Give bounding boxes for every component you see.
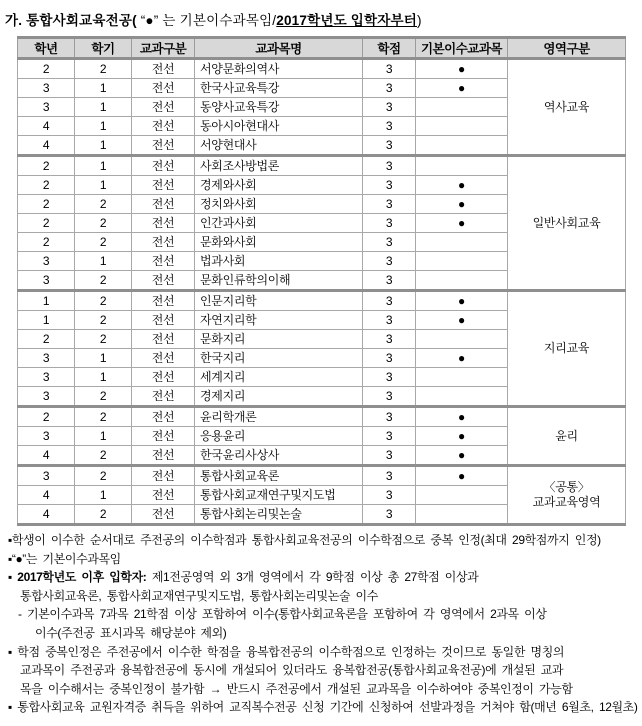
basic-course-dot-cell [416, 271, 508, 291]
note-text: ▪학생이 이수한 순서대로 주전공의 이수학점과 통합사회교육전공의 이수학점으로 중복 인정(최대 29학점까지 인정) [8, 533, 601, 547]
course-name-cell: 윤리학개론 [195, 407, 363, 427]
grade-cell: 3 [18, 427, 75, 446]
course-table-body [18, 59, 626, 525]
category-cell: 전선 [132, 98, 195, 117]
course-name-cell: 통합사회논리및논술 [195, 505, 363, 525]
grade-cell: 3 [18, 271, 75, 291]
category-cell: 전선 [132, 195, 195, 214]
semester-cell: 2 [75, 311, 132, 330]
course-name-cell: 자연지리학 [195, 311, 363, 330]
course-name-cell: 세계지리 [195, 368, 363, 387]
note-line [8, 531, 642, 550]
note-line [8, 661, 642, 680]
credits-cell: 3 [363, 156, 416, 176]
semester-cell: 1 [75, 427, 132, 446]
credits-cell: 3 [363, 349, 416, 368]
credits-cell: 3 [363, 233, 416, 252]
category-cell: 전선 [132, 117, 195, 136]
course-name-cell: 문화와사회 [195, 233, 363, 252]
semester-cell: 1 [75, 486, 132, 505]
category-cell: 전선 [132, 427, 195, 446]
grade-cell: 4 [18, 505, 75, 525]
grade-cell: 2 [18, 156, 75, 176]
semester-cell: 1 [75, 117, 132, 136]
title-underlined-year: 2017학년도 입학자부터 [276, 13, 417, 28]
basic-course-dot-cell: ● [416, 466, 508, 486]
basic-course-dot-cell [416, 387, 508, 407]
category-cell: 전선 [132, 176, 195, 195]
credits-cell: 3 [363, 427, 416, 446]
category-cell: 전선 [132, 233, 195, 252]
category-cell: 전선 [132, 311, 195, 330]
basic-course-dot-cell: ● [416, 291, 508, 311]
semester-cell: 2 [75, 214, 132, 233]
semester-cell: 2 [75, 407, 132, 427]
basic-course-dot-cell: ● [416, 214, 508, 233]
title-legend: “●” 는 기본이수과목임/ [136, 13, 277, 28]
course-name-cell: 한국윤리사상사 [195, 446, 363, 466]
semester-cell: 1 [75, 349, 132, 368]
course-name-cell: 응용윤리 [195, 427, 363, 446]
note-text: - 기본이수과목 7과목 21학점 이상 포함하여 이수(통합사회교육론을 포함하여 각 영역에서 2과목 이상 [18, 607, 547, 622]
note-text: 제1전공영역 외 3개 영역에서 각 9학점 이상 총 27학점 이상과 [146, 570, 479, 585]
course-name-cell: 경제지리 [195, 387, 363, 407]
course-name-cell: 통합사회교재연구및지도법 [195, 486, 363, 505]
table-row [18, 59, 626, 79]
note-line [8, 605, 642, 624]
note-text: ▪ 통합사회교육 교원자격증 취득을 위하여 교직복수전공 신청 기간에 신청하여 선발과정을 거쳐야 함(매년 6월초, 12월초) [8, 700, 638, 715]
category-cell: 전선 [132, 156, 195, 176]
note-line [8, 643, 642, 662]
credits-cell: 3 [363, 466, 416, 486]
notes [8, 531, 642, 717]
grade-cell: 2 [18, 233, 75, 252]
header-basic-course: 기본이수교과목 [416, 38, 508, 59]
area-cell: 윤리 [508, 407, 626, 466]
note-bold-text: 2017학년도 이후 입학자: [17, 570, 147, 585]
course-name-cell: 인간과사회 [195, 214, 363, 233]
title-label: 가. 통합사회교육전공( [5, 13, 137, 28]
grade-cell: 3 [18, 466, 75, 486]
credits-cell: 3 [363, 387, 416, 407]
note-text: ▪ [8, 570, 18, 585]
credits-cell: 3 [363, 98, 416, 117]
credits-cell: 3 [363, 446, 416, 466]
semester-cell: 2 [75, 446, 132, 466]
course-table [17, 36, 626, 526]
note-line [8, 568, 642, 587]
category-cell: 전선 [132, 368, 195, 387]
basic-course-dot-cell: ● [416, 311, 508, 330]
course-name-cell: 서양문화의역사 [195, 59, 363, 79]
grade-cell: 2 [18, 59, 75, 79]
grade-cell: 3 [18, 79, 75, 98]
course-name-cell: 법과사회 [195, 252, 363, 271]
category-cell: 전선 [132, 59, 195, 79]
credits-cell: 3 [363, 368, 416, 387]
course-name-cell: 한국지리 [195, 349, 363, 368]
basic-course-dot-cell: ● [416, 407, 508, 427]
semester-cell: 1 [75, 136, 132, 156]
header-category: 교과구분 [132, 38, 195, 59]
basic-course-dot-cell: ● [416, 195, 508, 214]
table-row [18, 291, 626, 311]
credits-cell: 3 [363, 291, 416, 311]
area-cell: 일반사회교육 [508, 156, 626, 291]
header-credits: 학점 [363, 38, 416, 59]
course-name-cell: 문화지리 [195, 330, 363, 349]
semester-cell: 1 [75, 98, 132, 117]
grade-cell: 2 [18, 195, 75, 214]
category-cell: 전선 [132, 407, 195, 427]
course-name-cell: 한국사교육특강 [195, 79, 363, 98]
semester-cell: 1 [75, 176, 132, 195]
basic-course-dot-cell [416, 368, 508, 387]
course-name-cell: 문화인류학의이해 [195, 271, 363, 291]
grade-cell: 3 [18, 368, 75, 387]
semester-cell: 2 [75, 505, 132, 525]
course-name-cell: 사회조사방법론 [195, 156, 363, 176]
semester-cell: 1 [75, 368, 132, 387]
basic-course-dot-cell: ● [416, 59, 508, 79]
table-row [18, 407, 626, 427]
header-semester: 학기 [75, 38, 132, 59]
semester-cell: 1 [75, 79, 132, 98]
table-row [18, 466, 626, 486]
category-cell: 전선 [132, 505, 195, 525]
note-line [8, 698, 642, 717]
grade-cell: 4 [18, 486, 75, 505]
grade-cell: 3 [18, 387, 75, 407]
basic-course-dot-cell [416, 156, 508, 176]
area-cell: 〈공통〉 교과교육영역 [508, 466, 626, 525]
category-cell: 전선 [132, 486, 195, 505]
semester-cell: 2 [75, 330, 132, 349]
credits-cell: 3 [363, 330, 416, 349]
header-grade: 학년 [18, 38, 75, 59]
grade-cell: 2 [18, 330, 75, 349]
category-cell: 전선 [132, 330, 195, 349]
grade-cell: 2 [18, 214, 75, 233]
credits-cell: 3 [363, 505, 416, 525]
semester-cell: 1 [75, 156, 132, 176]
semester-cell: 1 [75, 252, 132, 271]
course-name-cell: 통합사회교육론 [195, 466, 363, 486]
basic-course-dot-cell [416, 330, 508, 349]
basic-course-dot-cell: ● [416, 176, 508, 195]
note-text: ▪“●”는 기본이수과목임 [8, 551, 121, 566]
semester-cell: 2 [75, 271, 132, 291]
category-cell: 전선 [132, 271, 195, 291]
category-cell: 전선 [132, 387, 195, 407]
credits-cell: 3 [363, 176, 416, 195]
course-name-cell: 인문지리학 [195, 291, 363, 311]
area-cell: 역사교육 [508, 59, 626, 156]
note-line [8, 624, 642, 643]
basic-course-dot-cell [416, 486, 508, 505]
category-cell: 전선 [132, 214, 195, 233]
semester-cell: 2 [75, 59, 132, 79]
semester-cell: 2 [75, 466, 132, 486]
note-line [8, 550, 642, 569]
area-cell: 지리교육 [508, 291, 626, 407]
credits-cell: 3 [363, 486, 416, 505]
semester-cell: 2 [75, 233, 132, 252]
grade-cell: 2 [18, 407, 75, 427]
basic-course-dot-cell: ● [416, 349, 508, 368]
course-name-cell: 서양현대사 [195, 136, 363, 156]
credits-cell: 3 [363, 252, 416, 271]
category-cell: 전선 [132, 349, 195, 368]
note-text: 이수(주전공 표시과목 해당분야 제외) [35, 625, 227, 640]
semester-cell: 2 [75, 195, 132, 214]
basic-course-dot-cell [416, 252, 508, 271]
basic-course-dot-cell [416, 233, 508, 252]
note-text: ▪ 학점 중복인정은 주전공에서 이수한 학점을 융복합전공의 이수학점으로 인정하는 것이므로 동일한 명칭의 [8, 644, 565, 659]
note-text: 통합사회교육론, 통합사회교재연구및지도법, 통합사회논리및논술 이수 [20, 588, 378, 603]
credits-cell: 3 [363, 311, 416, 330]
title-suffix: ) [416, 13, 422, 28]
credits-cell: 3 [363, 59, 416, 79]
basic-course-dot-cell: ● [416, 79, 508, 98]
course-name-cell: 경제와사회 [195, 176, 363, 195]
course-name-cell: 동아시아현대사 [195, 117, 363, 136]
basic-course-dot-cell [416, 117, 508, 136]
category-cell: 전선 [132, 466, 195, 486]
category-cell: 전선 [132, 136, 195, 156]
basic-course-dot-cell: ● [416, 427, 508, 446]
credits-cell: 3 [363, 79, 416, 98]
course-name-cell: 동양사교육특강 [195, 98, 363, 117]
credits-cell: 3 [363, 214, 416, 233]
category-cell: 전선 [132, 291, 195, 311]
note-text: 목을 이수해서는 중복인정이 불가함 → 반드시 주전공에서 개설된 교과목을 이수하여야 중복인정이 가능함 [20, 681, 573, 696]
credits-cell: 3 [363, 195, 416, 214]
credits-cell: 3 [363, 407, 416, 427]
semester-cell: 2 [75, 387, 132, 407]
grade-cell: 2 [18, 176, 75, 195]
header-course-name: 교과목명 [195, 38, 363, 59]
grade-cell: 4 [18, 446, 75, 466]
grade-cell: 4 [18, 117, 75, 136]
basic-course-dot-cell [416, 505, 508, 525]
grade-cell: 3 [18, 349, 75, 368]
grade-cell: 3 [18, 252, 75, 271]
course-name-cell: 정치와사회 [195, 195, 363, 214]
grade-cell: 4 [18, 136, 75, 156]
basic-course-dot-cell [416, 136, 508, 156]
header-area: 영역구분 [508, 38, 626, 59]
credits-cell: 3 [363, 271, 416, 291]
grade-cell: 1 [18, 311, 75, 330]
category-cell: 전선 [132, 79, 195, 98]
header-row [18, 38, 626, 59]
note-line [8, 587, 642, 606]
grade-cell: 3 [18, 98, 75, 117]
category-cell: 전선 [132, 252, 195, 271]
table-row [18, 156, 626, 176]
grade-cell: 1 [18, 291, 75, 311]
credits-cell: 3 [363, 136, 416, 156]
page-title [5, 9, 642, 29]
credits-cell: 3 [363, 117, 416, 136]
basic-course-dot-cell: ● [416, 446, 508, 466]
category-cell: 전선 [132, 446, 195, 466]
note-line [8, 680, 642, 699]
course-table-header [18, 38, 626, 59]
semester-cell: 2 [75, 291, 132, 311]
note-text: 교과목이 주전공과 융복합전공에 동시에 개설되어 있더라도 융복합전공(통합사회교육전공)에 개설된 교과 [20, 663, 564, 678]
basic-course-dot-cell [416, 98, 508, 117]
